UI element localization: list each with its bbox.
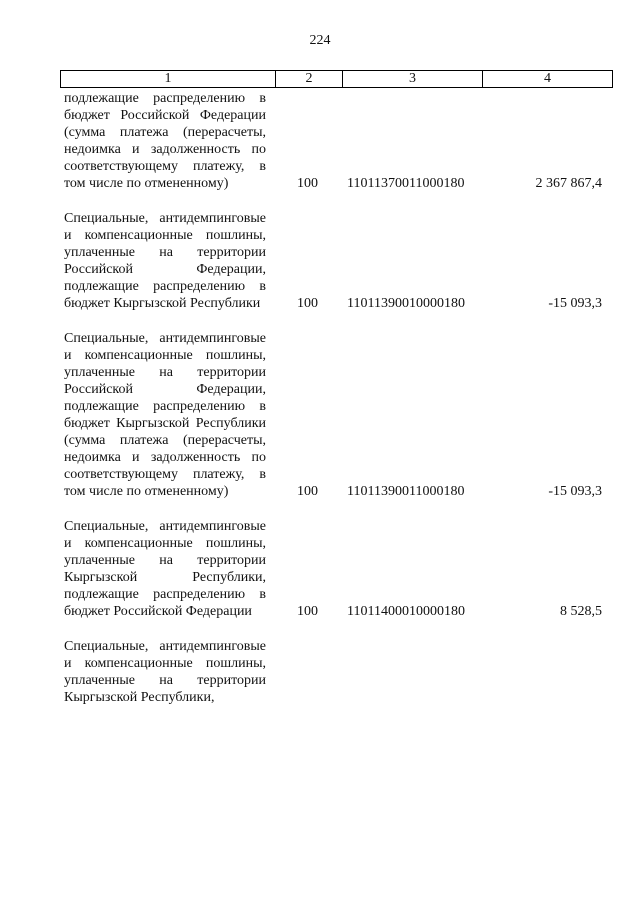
row-amount: -15 093,3 (548, 296, 602, 311)
column-number-3: 3 (342, 71, 482, 87)
column-number-2: 2 (275, 71, 342, 87)
page-number: 224 (309, 33, 331, 48)
row-amount: 8 528,5 (560, 604, 602, 619)
row-description: Специальные, антидемпинговые и компенсационные пошлины, уплаченные на территории Кыргызской Республики, подлежащие распределению в бюджет Российской Федерации (64, 519, 266, 619)
table-row (0, 518, 640, 620)
row-kbk: 11011390010000180 (347, 296, 465, 311)
column-number-4: 4 (482, 71, 612, 87)
row-code: 100 (297, 604, 318, 619)
row-kbk: 11011370011000180 (347, 176, 465, 191)
table-column-numbers (60, 70, 613, 88)
table-row (0, 90, 640, 192)
row-code: 100 (297, 296, 318, 311)
row-description: Специальные, антидемпинговые и компенсационные пошлины, уплаченные на территории Кыргызской Республики, (64, 639, 266, 705)
table-row (0, 210, 640, 312)
column-number-1: 1 (164, 71, 172, 86)
row-amount: -15 093,3 (548, 484, 602, 499)
row-amount: 2 367 867,4 (535, 176, 602, 191)
row-description: Специальные, антидемпинговые и компенсационные пошлины, уплаченные на территории Российской Федерации, подлежащие распределению в бюджет Кыргызской Республики (сумма платежа (перерасчеты, недоимка и задолженность по соответствующему платежу, в том числе по отмененному) (64, 331, 266, 499)
table-body (0, 90, 640, 706)
table-row (0, 638, 640, 706)
row-description: Специальные, антидемпинговые и компенсационные пошлины, уплаченные на территории Российской Федерации, подлежащие распределению в бюджет Кыргызской Республики (64, 211, 266, 311)
row-code: 100 (297, 484, 318, 499)
row-kbk: 11011400010000180 (347, 604, 465, 619)
row-kbk: 11011390011000180 (347, 484, 465, 499)
table-row (0, 330, 640, 500)
row-description: подлежащие распределению в бюджет Российской Федерации (сумма платежа (перерасчеты, недоимка и задолженность по соответствующему платежу, в том числе по отмененному) (64, 91, 266, 191)
row-code: 100 (297, 176, 318, 191)
